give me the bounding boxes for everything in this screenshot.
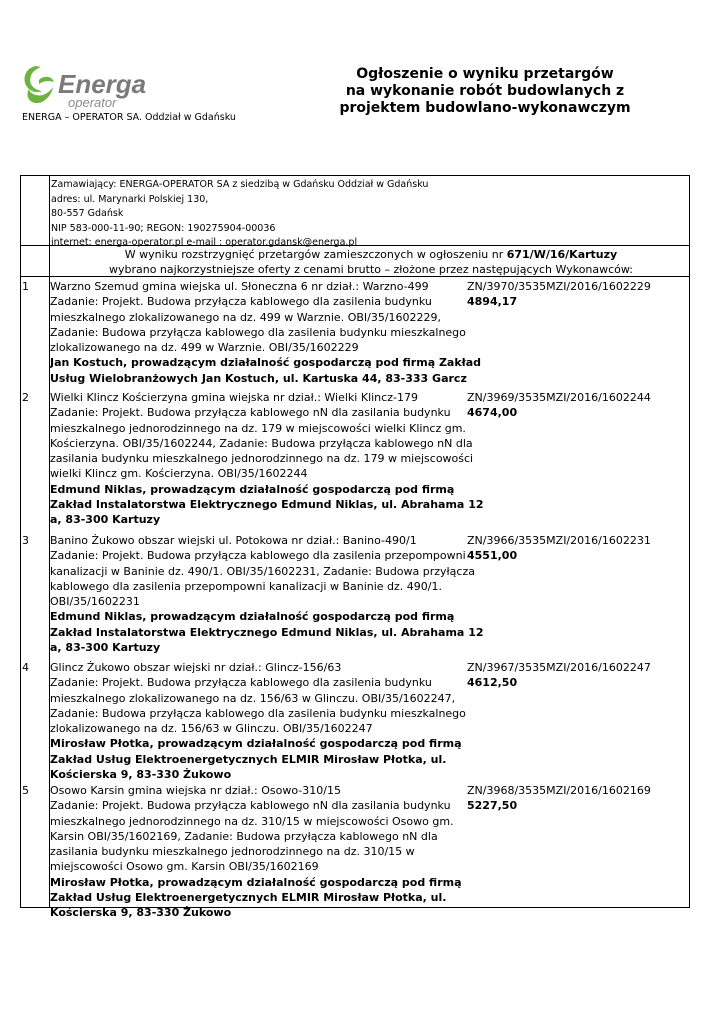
row-number: 5	[22, 784, 29, 797]
description-line: zlokalizowanego na dz. 499 w Warznie. OBI/35/1602229	[50, 341, 359, 355]
price-value: 5227,50	[467, 799, 518, 813]
row-reference	[467, 533, 687, 564]
description-line: Glincz Żukowo obszar wiejski nr dział.: Glincz-156/63	[50, 661, 342, 674]
description-line: Osowo Karsin gmina wiejska nr dział.: Osowo-310/15	[50, 784, 341, 797]
description-line: Warzno Szemud gmina wiejska ul. Słoneczna 6 nr dział.: Warzno-499	[50, 280, 429, 293]
title-line: Ogłoszenie o wyniku przetargów	[356, 66, 614, 82]
title-line: projektem budowlano-wykonawczym	[339, 100, 631, 116]
results-table	[20, 175, 690, 920]
description-line: kablowego dla zasilenia przepompowni kanalizacji w Baninie dz. 490/1.	[50, 579, 442, 593]
contractor-line: Zakład Usług Elektroenergetycznych ELMIR Mirosław Płotka, ul.	[50, 752, 447, 766]
logo-text: Energa	[58, 69, 147, 99]
contractor-line: Usług Wielobranżowych Jan Kostuch, ul. Kartuska 44, 83-333 Garcz	[50, 371, 467, 385]
row-description	[50, 390, 484, 528]
energa-logo	[20, 62, 180, 112]
contractor-line: Edmund Niklas, prowadzącym działalność gospodarczą pod firmą	[50, 482, 455, 496]
announcement-number: 671/W/16/Kartuzy	[506, 248, 618, 261]
row-number: 1	[22, 280, 29, 293]
description-line: Banino Żukowo obszar wiejski ul. Potokowa nr dział.: Banino-490/1	[50, 534, 417, 547]
description-line: OBI/35/1602231	[50, 595, 140, 609]
contractor-line: Kościerska 9, 83-330 Żukowo	[50, 906, 232, 920]
energa-leaf-icon	[25, 66, 54, 103]
intro-text	[51, 248, 691, 277]
description-line: mieszkalnego zlokalizowanego na dz. 156/63 w Glinczu. OBI/35/1602247,	[50, 691, 456, 705]
description-line: zasilania budynku mieszkalnego jednorodzinnego na dz. 179 w miejscowości	[50, 452, 474, 466]
description-line: Karsin OBI/35/1602169, Zadanie: Budowa przyłącza kablowego nN dla	[50, 829, 438, 843]
intro-line-2: wybrano najkorzystniejsze oferty z cenami brutto – złożone przez następujących Wykonawców:	[108, 262, 634, 276]
info-line: Zamawiający: ENERGA-OPERATOR SA z siedzibą w Gdańsku Oddział w Gdańsku	[51, 179, 429, 190]
price-value: 4612,50	[467, 676, 518, 690]
contract-number: ZN/3970/3535MZI/2016/1602229	[467, 280, 651, 293]
contractor-line: Zakład Usług Elektroenergetycznych ELMIR Mirosław Płotka, ul.	[50, 891, 447, 905]
row-number: 4	[22, 661, 29, 674]
contract-number: ZN/3967/3535MZI/2016/1602247	[467, 661, 651, 674]
description-line: zlokalizowanego na dz. 156/63 w Glinczu. OBI/35/1602247	[50, 722, 373, 736]
description-line: zasilania budynku mieszkalnego jednorodzinnego na dz. 310/15 w	[50, 845, 415, 859]
description-line: Zadanie: Projekt. Budowa przyłącza kablowego dla zasilenia budynku	[50, 676, 432, 690]
price-value: 4894,17	[467, 295, 518, 309]
logo-subtext: operator	[68, 95, 117, 110]
document-title	[330, 66, 640, 117]
contractor-line: a, 83-300 Kartuzy	[50, 641, 161, 655]
description-line: mieszkalnego zlokalizowanego na dz. 499 w Warznie. OBI/35/1602229,	[50, 310, 442, 324]
company-subtitle: ENERGA – OPERATOR SA. Oddział w Gdańsku	[22, 112, 236, 123]
title-line: na wykonanie robót budowlanych z	[345, 83, 625, 99]
description-line: Zadanie: Projekt. Budowa przyłącza kablowego dla zasilenia budynku	[50, 295, 432, 309]
info-line: NIP 583-000-11-90; REGON: 190275904-00036	[51, 222, 276, 234]
contractor-line: Kościerska 9, 83-330 Żukowo	[50, 768, 232, 782]
description-line: Wielki Klincz Kościerzyna gmina wiejska nr dział.: Wielki Klincz-179	[50, 391, 418, 404]
description-line: kanalizacji w Baninie dz. 490/1. OBI/35/1602231, Zadanie: Budowa przyłącza	[50, 564, 475, 578]
row-description	[50, 783, 470, 921]
contractor-line: Zakład Instalatorstwa Elektrycznego Edmund Niklas, ul. Abrahama 12	[50, 625, 484, 639]
row-description	[50, 660, 470, 782]
contractor-line: a, 83-300 Kartuzy	[50, 513, 161, 527]
contracting-party-info	[51, 178, 651, 251]
description-line: mieszkalnego jednorodzinnego na dz. 310/15 w miejscowości Osowo gm.	[50, 814, 454, 828]
price-value: 4674,00	[467, 406, 518, 420]
contractor-line: Mirosław Płotka, prowadzącym działalność gospodarczą pod firmą	[50, 737, 462, 751]
row-reference	[467, 660, 687, 691]
row-reference	[467, 390, 687, 421]
price-value: 4551,00	[467, 549, 518, 563]
contractor-line: Zakład Instalatorstwa Elektrycznego Edmund Niklas, ul. Abrahama 12	[50, 498, 484, 512]
description-line: wielki Klincz gm. Kościerzyna. OBI/35/1602244	[50, 467, 308, 481]
info-line: adres: ul. Marynarki Polskiej 130,	[51, 193, 209, 205]
contractor-line: Jan Kostuch, prowadzącym działalność gospodarczą pod firmą Zakład	[50, 356, 482, 370]
description-line: Zadanie: Budowa przyłącza kablowego dla zasilenia budynku mieszkalnego	[50, 325, 466, 339]
info-line: internet: energa-operator.pl e-mail : operator.gdansk@energa.pl	[51, 237, 358, 248]
row-number: 2	[22, 391, 29, 404]
intro-prefix: W wyniku rozstrzygnięć przetargów zamieszczonych w ogłoszeniu nr	[124, 248, 507, 261]
contractor-line: Edmund Niklas, prowadzącym działalność gospodarczą pod firmą	[50, 610, 455, 624]
contractor-line: Mirosław Płotka, prowadzącym działalność gospodarczą pod firmą	[50, 875, 462, 889]
contract-number: ZN/3969/3535MZI/2016/1602244	[467, 391, 651, 404]
description-line: Zadanie: Projekt. Budowa przyłącza kablowego dla zasilenia przepompowni	[50, 549, 466, 563]
row-description	[50, 533, 484, 655]
description-line: Kościerzyna. OBI/35/1602244, Zadanie: Budowa przyłącza kablowego nN dla	[50, 436, 473, 450]
description-line: Zadanie: Projekt. Budowa przyłącza kablowego nN dla zasilania budynku	[50, 406, 451, 420]
intro-line-1	[51, 248, 691, 263]
description-line: miejscowości Osowo gm. Karsin OBI/35/1602169	[50, 860, 319, 874]
row-reference	[467, 783, 687, 814]
description-line: Zadanie: Budowa przyłącza kablowego dla zasilenia budynku mieszkalnego	[50, 706, 466, 720]
row-number: 3	[22, 534, 29, 547]
description-line: Zadanie: Projekt. Budowa przyłącza kablowego nN dla zasilania budynku	[50, 799, 451, 813]
contract-number: ZN/3966/3535MZI/2016/1602231	[467, 534, 651, 547]
contract-number: ZN/3968/3535MZI/2016/1602169	[467, 784, 651, 797]
row-reference	[467, 279, 687, 310]
row-description	[50, 279, 482, 386]
info-line: 80-557 Gdańsk	[51, 208, 124, 219]
description-line: mieszkalnego jednorodzinnego na dz. 179 w miejscowości wielki Klincz gm.	[50, 421, 466, 435]
